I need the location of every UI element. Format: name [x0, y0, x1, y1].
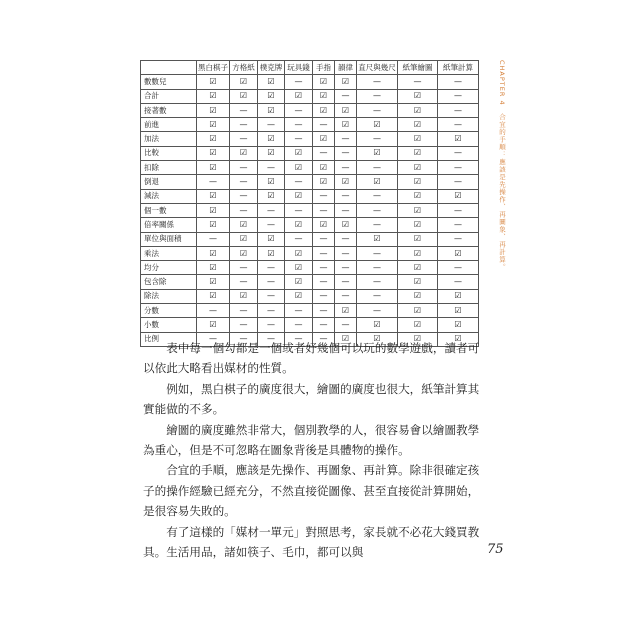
table-cell: ☑ [398, 203, 438, 217]
table-cell: — [258, 318, 285, 332]
table-cell: ☑ [313, 175, 335, 189]
table-column-header: 樸克牌 [258, 61, 285, 75]
table-row-label: 倍率關係 [141, 218, 197, 232]
table-cell: ☑ [285, 218, 313, 232]
table-cell: — [438, 75, 479, 89]
table-cell: ☑ [313, 89, 335, 103]
table-cell: ☑ [398, 246, 438, 260]
table-row-label: 數數兒 [141, 75, 197, 89]
table-row-label: 單位與面積 [141, 232, 197, 246]
table-cell: ☑ [230, 232, 258, 246]
table-cell: — [230, 103, 258, 117]
table-cell: ☑ [197, 75, 230, 89]
table-cell: ☑ [230, 75, 258, 89]
table-cell: ☑ [357, 175, 398, 189]
table-cell: ☑ [197, 189, 230, 203]
table-cell: — [313, 304, 335, 318]
table-cell: — [230, 275, 258, 289]
table-cell: ☑ [197, 118, 230, 132]
table-cell: ☑ [258, 189, 285, 203]
table-column-header: 韻律 [335, 61, 357, 75]
table-cell: — [357, 203, 398, 217]
table-corner-cell [141, 61, 197, 75]
table-cell: — [230, 189, 258, 203]
table-cell: ☑ [398, 161, 438, 175]
table-cell: — [357, 103, 398, 117]
table-cell: ☑ [398, 103, 438, 117]
table-cell: — [335, 146, 357, 160]
table-cell: ☑ [398, 304, 438, 318]
table-cell: — [258, 161, 285, 175]
table-cell: — [438, 175, 479, 189]
table-row-label: 小數 [141, 318, 197, 332]
table-row-label: 包含除 [141, 275, 197, 289]
table-cell: ☑ [258, 175, 285, 189]
table-cell: ☑ [197, 318, 230, 332]
table-cell: ☑ [285, 289, 313, 303]
table-row [141, 318, 479, 332]
table-cell: ☑ [357, 118, 398, 132]
table-body [141, 75, 479, 347]
table-cell: ☑ [230, 246, 258, 260]
table-cell: ☑ [313, 161, 335, 175]
table-cell: ☑ [285, 189, 313, 203]
table-cell: ☑ [197, 275, 230, 289]
media-unit-table [140, 60, 479, 347]
table-row [141, 132, 479, 146]
table-cell: ☑ [438, 332, 479, 346]
table-cell: — [438, 103, 479, 117]
paragraph: 繪圖的廣度雖然非常大，個別教學的人，很容易會以繪圖教學為重心，但是不可忽略在圖象背後是具體物的操作。 [143, 422, 480, 458]
table-cell: — [313, 289, 335, 303]
table-cell: ☑ [438, 189, 479, 203]
table-row [141, 189, 479, 203]
table-cell: ☑ [398, 132, 438, 146]
table-cell: — [357, 89, 398, 103]
table-cell: — [438, 118, 479, 132]
table-cell: — [438, 275, 479, 289]
paragraph: 有了這樣的「媒材一單元」對照思考，家長就不必花大錢買教具。生活用品，諸如筷子、毛巾，都可以與 [143, 524, 480, 560]
table-cell: ☑ [313, 218, 335, 232]
table-cell: — [313, 275, 335, 289]
table-cell: — [313, 232, 335, 246]
table-row [141, 304, 479, 318]
table-row [141, 232, 479, 246]
table-cell: — [230, 261, 258, 275]
table-row [141, 146, 479, 160]
table-cell: ☑ [313, 75, 335, 89]
table-cell: — [285, 318, 313, 332]
table-row [141, 203, 479, 217]
table-row-label: 接著數 [141, 103, 197, 117]
table-column-header: 手指 [313, 61, 335, 75]
table-cell: — [230, 175, 258, 189]
table-row [141, 175, 479, 189]
table-cell: ☑ [398, 232, 438, 246]
table-cell: ☑ [313, 132, 335, 146]
table-cell: ☑ [438, 246, 479, 260]
table-cell: — [438, 261, 479, 275]
table-cell: — [230, 304, 258, 318]
table-cell: — [197, 232, 230, 246]
table-row-label: 分數 [141, 304, 197, 318]
table-cell: ☑ [230, 218, 258, 232]
table-cell: ☑ [258, 146, 285, 160]
table-cell: — [357, 161, 398, 175]
table-cell: — [197, 175, 230, 189]
table-row [141, 261, 479, 275]
table-cell: — [258, 118, 285, 132]
table-cell: — [285, 332, 313, 346]
paragraph: 例如，黑白棋子的廣度很大，繪圖的廣度也很大，紙筆計算其實能做的不多。 [143, 381, 480, 417]
table-cell: — [230, 161, 258, 175]
table-row [141, 289, 479, 303]
table-cell: ☑ [197, 161, 230, 175]
table-cell: — [313, 246, 335, 260]
table-cell: — [285, 232, 313, 246]
table-cell: ☑ [230, 89, 258, 103]
table-cell: — [313, 332, 335, 346]
table-row [141, 246, 479, 260]
table-cell: ☑ [335, 175, 357, 189]
table-cell: ☑ [230, 146, 258, 160]
table-cell: ☑ [197, 103, 230, 117]
table-row [141, 275, 479, 289]
table-cell: — [313, 318, 335, 332]
table-cell: ☑ [197, 218, 230, 232]
table-cell: ☑ [398, 218, 438, 232]
table-cell: ☑ [398, 332, 438, 346]
table-cell: — [335, 246, 357, 260]
table-row [141, 103, 479, 117]
body-text [143, 338, 483, 562]
table-cell: ☑ [258, 75, 285, 89]
table-cell: — [258, 218, 285, 232]
table-cell: ☑ [197, 89, 230, 103]
paragraph: 合宜的手順，應該是先操作、再圖象、再計算。除非很確定孩子的操作經驗已經充分，不然直接從圖像、甚至直接從計算開始，是很容易失敗的。 [143, 463, 480, 519]
table-cell: — [285, 75, 313, 89]
table-row-label: 合計 [141, 89, 197, 103]
page-number: 75 [487, 542, 504, 557]
table-cell: ☑ [438, 304, 479, 318]
table-cell: ☑ [197, 261, 230, 275]
table-cell: — [398, 75, 438, 89]
table-cell: ☑ [398, 146, 438, 160]
table-cell: — [258, 332, 285, 346]
table-cell: — [357, 75, 398, 89]
chapter-side-label: CHAPTER 4 合宜的手順：應該是先操作、再圖象、再計算。 [498, 60, 506, 271]
table-cell: — [285, 103, 313, 117]
table-cell: ☑ [197, 146, 230, 160]
table-row-label: 倒退 [141, 175, 197, 189]
table-cell: — [258, 203, 285, 217]
table-column-header: 玩具錢 [285, 61, 313, 75]
table-header-row [141, 61, 479, 75]
table-cell: — [438, 232, 479, 246]
table-cell: ☑ [285, 261, 313, 275]
table-cell: — [357, 304, 398, 318]
table-row-label: 比較 [141, 146, 197, 160]
table-cell: ☑ [197, 203, 230, 217]
table-cell: — [357, 218, 398, 232]
table-cell: — [285, 175, 313, 189]
table-cell: — [357, 289, 398, 303]
table-cell: ☑ [258, 103, 285, 117]
table-cell: ☑ [335, 75, 357, 89]
table-row [141, 161, 479, 175]
table-cell: — [285, 203, 313, 217]
table-cell: — [335, 289, 357, 303]
table-cell: — [230, 118, 258, 132]
table-cell: — [230, 203, 258, 217]
table-cell: — [438, 203, 479, 217]
table-cell: ☑ [285, 89, 313, 103]
table-row-label: 均分 [141, 261, 197, 275]
table-cell: — [313, 261, 335, 275]
table-cell: ☑ [357, 146, 398, 160]
table-cell: ☑ [230, 289, 258, 303]
table-cell: — [335, 89, 357, 103]
table-cell: ☑ [398, 189, 438, 203]
table-cell: ☑ [398, 275, 438, 289]
table-cell: ☑ [258, 89, 285, 103]
table-row [141, 118, 479, 132]
table-row [141, 89, 479, 103]
table-row-label: 減法 [141, 189, 197, 203]
table-cell: ☑ [335, 218, 357, 232]
table-cell: ☑ [258, 132, 285, 146]
table-cell: ☑ [285, 146, 313, 160]
table-cell: ☑ [197, 289, 230, 303]
table-column-header: 直尺與幾尺 [357, 61, 398, 75]
table-cell: ☑ [398, 175, 438, 189]
table-cell: — [357, 189, 398, 203]
table-cell: — [357, 261, 398, 275]
table-cell: — [335, 132, 357, 146]
table-cell: ☑ [335, 118, 357, 132]
table-cell: — [335, 275, 357, 289]
table-cell: — [438, 89, 479, 103]
table-row-label: 乘法 [141, 246, 197, 260]
table-cell: ☑ [335, 304, 357, 318]
table-column-header: 方格紙 [230, 61, 258, 75]
table-row [141, 218, 479, 232]
table-cell: — [230, 318, 258, 332]
table-row-label: 個一數 [141, 203, 197, 217]
table-cell: ☑ [197, 246, 230, 260]
table-cell: ☑ [357, 318, 398, 332]
table-row [141, 75, 479, 89]
table-cell: ☑ [335, 332, 357, 346]
table-row-label: 除法 [141, 289, 197, 303]
table-cell: — [438, 161, 479, 175]
table-column-header: 紙筆計算 [438, 61, 479, 75]
table-cell: ☑ [438, 289, 479, 303]
table-cell: ☑ [398, 89, 438, 103]
table-cell: ☑ [258, 246, 285, 260]
paragraph: 表中每一個勾都是一個或者好幾個可以玩的數學遊戲，讀者可以依此大略看出媒材的性質。 [143, 341, 480, 376]
table-cell: — [313, 118, 335, 132]
table-cell: ☑ [313, 103, 335, 117]
table-cell: — [258, 275, 285, 289]
table-cell: — [357, 246, 398, 260]
table-cell: — [438, 146, 479, 160]
table-cell: — [357, 132, 398, 146]
table-cell: ☑ [438, 132, 479, 146]
table-cell: — [197, 304, 230, 318]
table-cell: — [438, 218, 479, 232]
table-cell: ☑ [258, 232, 285, 246]
table-cell: — [258, 289, 285, 303]
table-cell: — [313, 203, 335, 217]
table-cell: ☑ [398, 261, 438, 275]
table-cell: — [313, 189, 335, 203]
table-cell: — [313, 146, 335, 160]
table-cell: ☑ [398, 118, 438, 132]
table-cell: — [258, 304, 285, 318]
table-cell: — [357, 275, 398, 289]
table-column-header: 黑白棋子 [197, 61, 230, 75]
table-cell: ☑ [398, 289, 438, 303]
table-cell: — [285, 118, 313, 132]
table-row-label: 前進 [141, 118, 197, 132]
table-cell: — [335, 261, 357, 275]
table-row-label: 加法 [141, 132, 197, 146]
table-cell: ☑ [197, 132, 230, 146]
table-cell: ☑ [335, 103, 357, 117]
table-cell: ☑ [285, 246, 313, 260]
table-cell: — [335, 189, 357, 203]
table-cell: — [285, 132, 313, 146]
table-row-label: 比例 [141, 332, 197, 346]
table-cell: ☑ [438, 318, 479, 332]
table-cell: — [335, 161, 357, 175]
table-row-label: 扣除 [141, 161, 197, 175]
table-cell: — [285, 304, 313, 318]
table-cell: — [335, 203, 357, 217]
table-cell: ☑ [357, 332, 398, 346]
table-cell: — [230, 132, 258, 146]
table-cell: — [335, 232, 357, 246]
table-cell: ☑ [285, 275, 313, 289]
table-cell: ☑ [285, 161, 313, 175]
table-cell: ☑ [357, 232, 398, 246]
table-cell: — [258, 261, 285, 275]
table-cell: — [335, 318, 357, 332]
table-cell: — [230, 332, 258, 346]
table-cell: — [197, 332, 230, 346]
table-cell: ☑ [398, 318, 438, 332]
table-column-header: 紙筆繪圖 [398, 61, 438, 75]
